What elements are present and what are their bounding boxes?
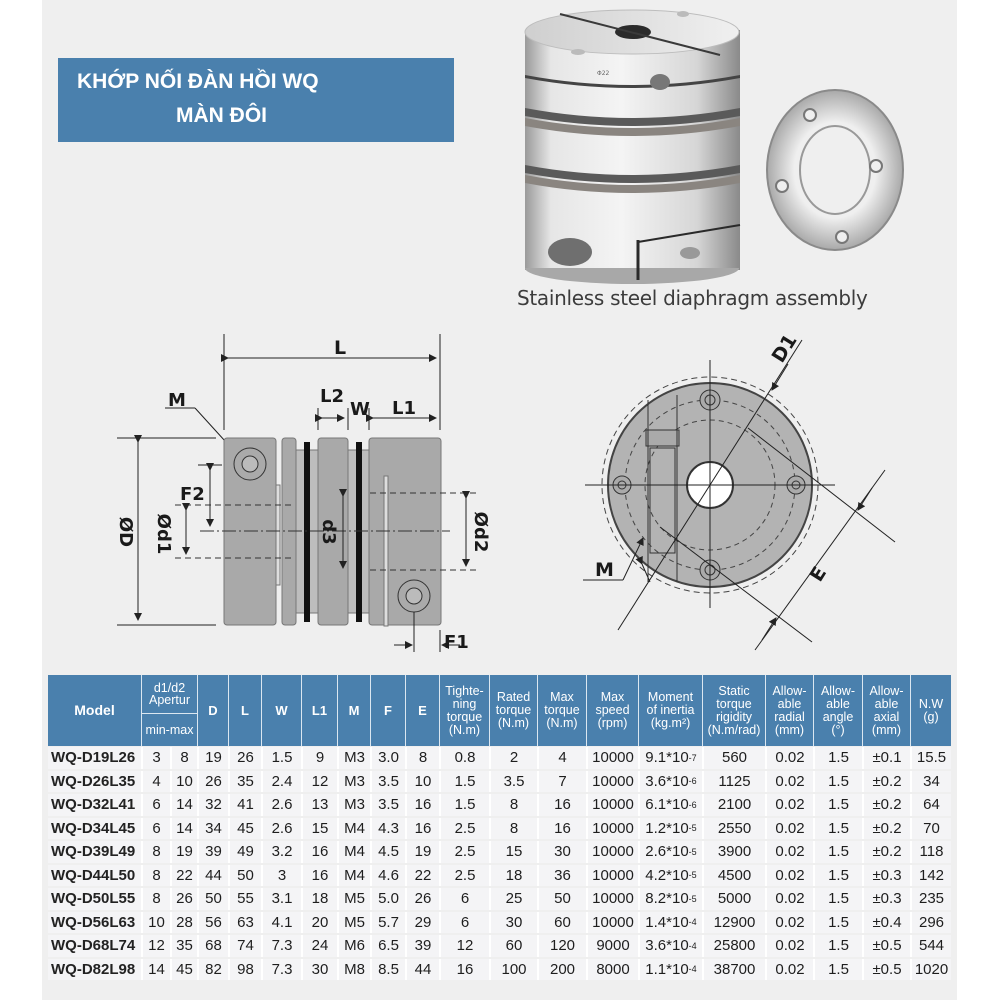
cell-moment-of-inertia: 3.6*10 -4: [638, 935, 702, 957]
cell-allowable-axial: ±0.2: [862, 841, 910, 863]
cell-F: 4.5: [370, 841, 405, 863]
table-row: [48, 840, 951, 864]
cell-M: M4: [337, 818, 370, 840]
cell-tightening-torque: 2.5: [439, 841, 489, 863]
cell-L1: 24: [301, 935, 337, 957]
end-view-drawing: [560, 320, 920, 660]
cell-moment-of-inertia: 9.1*10 -7: [638, 747, 702, 769]
spec-table: [48, 675, 951, 981]
cell-M: M8: [337, 959, 370, 981]
cell-max-speed: 10000: [586, 865, 638, 887]
cell-static-rigidity: 560: [702, 747, 765, 769]
title-banner: [58, 58, 454, 142]
table-row: [48, 746, 951, 770]
cell-aperture-min: 6: [141, 818, 170, 840]
col-moment-of-inertia: Moment of inertia (kg.m²): [638, 675, 702, 746]
cell-aperture-max: 19: [170, 841, 197, 863]
cell-net-weight: 64: [910, 794, 951, 816]
cell-aperture-max: 26: [170, 888, 197, 910]
cell-L: 74: [228, 935, 261, 957]
cell-static-rigidity: 38700: [702, 959, 765, 981]
col-F: F: [370, 675, 405, 746]
cell-aperture-max: 14: [170, 794, 197, 816]
cell-M: M3: [337, 747, 370, 769]
cell-F: 5.0: [370, 888, 405, 910]
cell-moment-of-inertia: 1.1*10 -4: [638, 959, 702, 981]
col-model: Model: [74, 702, 115, 718]
cell-static-rigidity: 25800: [702, 935, 765, 957]
side-view-drawing: [100, 320, 520, 660]
cell-F: 6.5: [370, 935, 405, 957]
col-L: L: [228, 675, 261, 746]
col-static-torque-rigidity: Static torque rigidity (N.m/rad): [702, 675, 765, 746]
label-L: L: [334, 337, 347, 359]
col-tightening-torque: Tighte- ning torque (N.m): [439, 675, 489, 746]
cell-net-weight: 296: [910, 912, 951, 934]
cell-aperture-min: 8: [141, 888, 170, 910]
label-F2: F2: [180, 484, 205, 505]
cell-L: 55: [228, 888, 261, 910]
table-row: [48, 934, 951, 958]
cell-moment-of-inertia: 1.4*10 -4: [638, 912, 702, 934]
table-row: [48, 864, 951, 888]
cell-max-speed: 10000: [586, 818, 638, 840]
cell-E: 39: [405, 935, 439, 957]
cell-rated-torque: 100: [489, 959, 537, 981]
table-header: [48, 675, 951, 746]
cell-allowable-angle: 1.5: [813, 818, 862, 840]
cell-allowable-angle: 1.5: [813, 865, 862, 887]
cell-F: 5.7: [370, 912, 405, 934]
cell-model: WQ-D44L50: [48, 865, 141, 887]
cell-E: 10: [405, 771, 439, 793]
cell-aperture-min: 10: [141, 912, 170, 934]
cell-allowable-axial: ±0.4: [862, 912, 910, 934]
cell-max-torque: 7: [537, 771, 586, 793]
cell-D: 19: [197, 747, 228, 769]
cell-D: 39: [197, 841, 228, 863]
cell-L: 45: [228, 818, 261, 840]
cell-allowable-axial: ±0.1: [862, 747, 910, 769]
cell-L1: 15: [301, 818, 337, 840]
cell-M: M5: [337, 912, 370, 934]
cell-aperture-min: 6: [141, 794, 170, 816]
cell-aperture-min: 14: [141, 959, 170, 981]
cell-max-torque: 200: [537, 959, 586, 981]
cell-net-weight: 142: [910, 865, 951, 887]
label-Od1: Ød1: [153, 513, 174, 555]
cell-F: 8.5: [370, 959, 405, 981]
cell-net-weight: 34: [910, 771, 951, 793]
table-row: [48, 958, 951, 982]
cell-rated-torque: 15: [489, 841, 537, 863]
cell-net-weight: 1020: [910, 959, 951, 981]
cell-D: 34: [197, 818, 228, 840]
cell-rated-torque: 8: [489, 818, 537, 840]
cell-allowable-angle: 1.5: [813, 794, 862, 816]
cell-static-rigidity: 5000: [702, 888, 765, 910]
cell-allowable-axial: ±0.3: [862, 865, 910, 887]
cell-rated-torque: 8: [489, 794, 537, 816]
cell-L1: 18: [301, 888, 337, 910]
cell-moment-of-inertia: 8.2*10 -5: [638, 888, 702, 910]
cell-allowable-radial: 0.02: [765, 912, 813, 934]
cell-E: 29: [405, 912, 439, 934]
cell-max-torque: 120: [537, 935, 586, 957]
label-d3: d3: [318, 519, 339, 545]
label-L1: L1: [392, 398, 416, 419]
cell-allowable-axial: ±0.2: [862, 818, 910, 840]
cell-E: 16: [405, 818, 439, 840]
cell-allowable-radial: 0.02: [765, 865, 813, 887]
cell-tightening-torque: 2.5: [439, 818, 489, 840]
cell-W: 7.3: [261, 935, 301, 957]
cell-net-weight: 70: [910, 818, 951, 840]
cell-allowable-angle: 1.5: [813, 771, 862, 793]
cell-D: 68: [197, 935, 228, 957]
cell-F: 3.5: [370, 771, 405, 793]
cell-M: M4: [337, 841, 370, 863]
photo-caption: Stainless steel diaphragm assembly: [517, 286, 868, 310]
col-aperture-minmax: min-max: [141, 714, 197, 746]
cell-W: 2.6: [261, 818, 301, 840]
cell-max-speed: 10000: [586, 912, 638, 934]
label-F1: F1: [444, 632, 469, 653]
cell-aperture-min: 8: [141, 841, 170, 863]
cell-max-torque: 36: [537, 865, 586, 887]
cell-rated-torque: 25: [489, 888, 537, 910]
cell-tightening-torque: 6: [439, 888, 489, 910]
cell-moment-of-inertia: 1.2*10 -5: [638, 818, 702, 840]
table-row: [48, 817, 951, 841]
col-W: W: [261, 675, 301, 746]
cell-max-torque: 50: [537, 888, 586, 910]
cell-F: 4.3: [370, 818, 405, 840]
cell-W: 3.1: [261, 888, 301, 910]
title-line-1: KHỚP NỐI ĐÀN HỒI WQ: [77, 70, 319, 93]
cell-aperture-max: 45: [170, 959, 197, 981]
cell-E: 22: [405, 865, 439, 887]
cell-max-torque: 4: [537, 747, 586, 769]
cell-max-torque: 16: [537, 818, 586, 840]
cell-D: 56: [197, 912, 228, 934]
cell-W: 2.4: [261, 771, 301, 793]
cell-aperture-max: 14: [170, 818, 197, 840]
col-max-speed: Max speed (rpm): [586, 675, 638, 746]
cell-W: 3: [261, 865, 301, 887]
cell-tightening-torque: 16: [439, 959, 489, 981]
cell-allowable-radial: 0.02: [765, 959, 813, 981]
cell-rated-torque: 3.5: [489, 771, 537, 793]
col-rated-torque: Rated torque (N.m): [489, 675, 537, 746]
cell-static-rigidity: 1125: [702, 771, 765, 793]
cell-M: M5: [337, 888, 370, 910]
cell-static-rigidity: 2100: [702, 794, 765, 816]
cell-aperture-max: 35: [170, 935, 197, 957]
cell-allowable-axial: ±0.5: [862, 935, 910, 957]
cell-allowable-axial: ±0.2: [862, 794, 910, 816]
cell-allowable-radial: 0.02: [765, 771, 813, 793]
cell-model: WQ-D34L45: [48, 818, 141, 840]
label-M: M: [168, 390, 186, 411]
cell-L: 26: [228, 747, 261, 769]
cell-model: WQ-D32L41: [48, 794, 141, 816]
cell-L1: 30: [301, 959, 337, 981]
cell-allowable-radial: 0.02: [765, 747, 813, 769]
cell-D: 44: [197, 865, 228, 887]
cell-model: WQ-D68L74: [48, 935, 141, 957]
cell-E: 8: [405, 747, 439, 769]
cell-allowable-axial: ±0.2: [862, 771, 910, 793]
cell-aperture-max: 8: [170, 747, 197, 769]
cell-L1: 16: [301, 865, 337, 887]
product-photo: [500, 0, 920, 320]
cell-allowable-radial: 0.02: [765, 935, 813, 957]
cell-L: 49: [228, 841, 261, 863]
cell-F: 3.0: [370, 747, 405, 769]
cell-aperture-max: 22: [170, 865, 197, 887]
cell-model: WQ-D82L98: [48, 959, 141, 981]
cell-L1: 12: [301, 771, 337, 793]
cell-W: 7.3: [261, 959, 301, 981]
cell-E: 44: [405, 959, 439, 981]
col-net-weight: N.W (g): [910, 675, 951, 746]
cell-max-torque: 16: [537, 794, 586, 816]
cell-max-speed: 10000: [586, 888, 638, 910]
col-E: E: [405, 675, 439, 746]
cell-tightening-torque: 12: [439, 935, 489, 957]
cell-D: 26: [197, 771, 228, 793]
cell-static-rigidity: 2550: [702, 818, 765, 840]
cell-L: 50: [228, 865, 261, 887]
cell-allowable-radial: 0.02: [765, 841, 813, 863]
cell-L: 35: [228, 771, 261, 793]
cell-allowable-axial: ±0.5: [862, 959, 910, 981]
cell-L1: 9: [301, 747, 337, 769]
cell-M: M3: [337, 794, 370, 816]
cell-E: 26: [405, 888, 439, 910]
col-max-torque: Max torque (N.m): [537, 675, 586, 746]
cell-allowable-radial: 0.02: [765, 818, 813, 840]
cell-max-speed: 10000: [586, 794, 638, 816]
label-W: W: [350, 399, 370, 420]
cell-F: 3.5: [370, 794, 405, 816]
cell-L1: 16: [301, 841, 337, 863]
cell-model: WQ-D19L26: [48, 747, 141, 769]
cell-max-speed: 10000: [586, 841, 638, 863]
cell-W: 2.6: [261, 794, 301, 816]
cell-allowable-angle: 1.5: [813, 935, 862, 957]
cell-net-weight: 544: [910, 935, 951, 957]
cell-static-rigidity: 12900: [702, 912, 765, 934]
cell-model: WQ-D26L35: [48, 771, 141, 793]
table-row: [48, 911, 951, 935]
cell-M: M6: [337, 935, 370, 957]
cell-D: 50: [197, 888, 228, 910]
cell-D: 82: [197, 959, 228, 981]
cell-rated-torque: 18: [489, 865, 537, 887]
cell-aperture-min: 4: [141, 771, 170, 793]
cell-L: 98: [228, 959, 261, 981]
cell-L: 41: [228, 794, 261, 816]
cell-allowable-angle: 1.5: [813, 912, 862, 934]
cell-static-rigidity: 3900: [702, 841, 765, 863]
col-allowable-angle: Allow- able angle (°): [813, 675, 862, 746]
label-OD: ØD: [115, 516, 136, 548]
svg-text:Φ22: Φ22: [597, 70, 610, 77]
cell-D: 32: [197, 794, 228, 816]
cell-W: 4.1: [261, 912, 301, 934]
cell-allowable-radial: 0.02: [765, 794, 813, 816]
col-D: D: [197, 675, 228, 746]
cell-M: M3: [337, 771, 370, 793]
col-M: M: [337, 675, 370, 746]
cell-F: 4.6: [370, 865, 405, 887]
cell-aperture-max: 10: [170, 771, 197, 793]
cell-max-torque: 30: [537, 841, 586, 863]
cell-aperture-max: 28: [170, 912, 197, 934]
cell-E: 16: [405, 794, 439, 816]
cell-allowable-axial: ±0.3: [862, 888, 910, 910]
label-D1: D1: [767, 330, 802, 367]
cell-E: 19: [405, 841, 439, 863]
table-body: [48, 746, 951, 981]
cell-L1: 13: [301, 794, 337, 816]
cell-aperture-min: 3: [141, 747, 170, 769]
cell-M: M4: [337, 865, 370, 887]
table-row: [48, 770, 951, 794]
cell-model: WQ-D39L49: [48, 841, 141, 863]
cell-net-weight: 15.5: [910, 747, 951, 769]
label-M-end: M: [595, 559, 614, 581]
cell-allowable-radial: 0.02: [765, 888, 813, 910]
cell-model: WQ-D56L63: [48, 912, 141, 934]
cell-aperture-min: 8: [141, 865, 170, 887]
cell-allowable-angle: 1.5: [813, 747, 862, 769]
cell-tightening-torque: 6: [439, 912, 489, 934]
cell-rated-torque: 60: [489, 935, 537, 957]
col-allowable-radial: Allow- able radial (mm): [765, 675, 813, 746]
cell-tightening-torque: 0.8: [439, 747, 489, 769]
cell-max-speed: 9000: [586, 935, 638, 957]
cell-rated-torque: 2: [489, 747, 537, 769]
cell-moment-of-inertia: 2.6*10 -5: [638, 841, 702, 863]
cell-net-weight: 235: [910, 888, 951, 910]
label-L2: L2: [320, 386, 344, 407]
label-E: E: [805, 562, 832, 586]
table-row: [48, 793, 951, 817]
cell-allowable-angle: 1.5: [813, 841, 862, 863]
cell-W: 3.2: [261, 841, 301, 863]
cell-tightening-torque: 1.5: [439, 794, 489, 816]
cell-aperture-min: 12: [141, 935, 170, 957]
col-allowable-axial: Allow- able axial (mm): [862, 675, 910, 746]
cell-net-weight: 118: [910, 841, 951, 863]
cell-tightening-torque: 1.5: [439, 771, 489, 793]
cell-W: 1.5: [261, 747, 301, 769]
cell-model: WQ-D50L55: [48, 888, 141, 910]
cell-moment-of-inertia: 4.2*10 -5: [638, 865, 702, 887]
cell-max-torque: 60: [537, 912, 586, 934]
col-L1: L1: [301, 675, 337, 746]
cell-static-rigidity: 4500: [702, 865, 765, 887]
cell-moment-of-inertia: 6.1*10 -6: [638, 794, 702, 816]
col-aperture: d1/d2 Apertur: [141, 675, 197, 714]
cell-L: 63: [228, 912, 261, 934]
cell-rated-torque: 30: [489, 912, 537, 934]
cell-allowable-angle: 1.5: [813, 888, 862, 910]
cell-tightening-torque: 2.5: [439, 865, 489, 887]
title-line-2: MÀN ĐÔI: [176, 104, 267, 127]
cell-max-speed: 10000: [586, 771, 638, 793]
cell-moment-of-inertia: 3.6*10 -6: [638, 771, 702, 793]
label-Od2: Ød2: [470, 511, 491, 553]
cell-max-speed: 8000: [586, 959, 638, 981]
table-row: [48, 887, 951, 911]
cell-max-speed: 10000: [586, 747, 638, 769]
cell-L1: 20: [301, 912, 337, 934]
cell-allowable-angle: 1.5: [813, 959, 862, 981]
